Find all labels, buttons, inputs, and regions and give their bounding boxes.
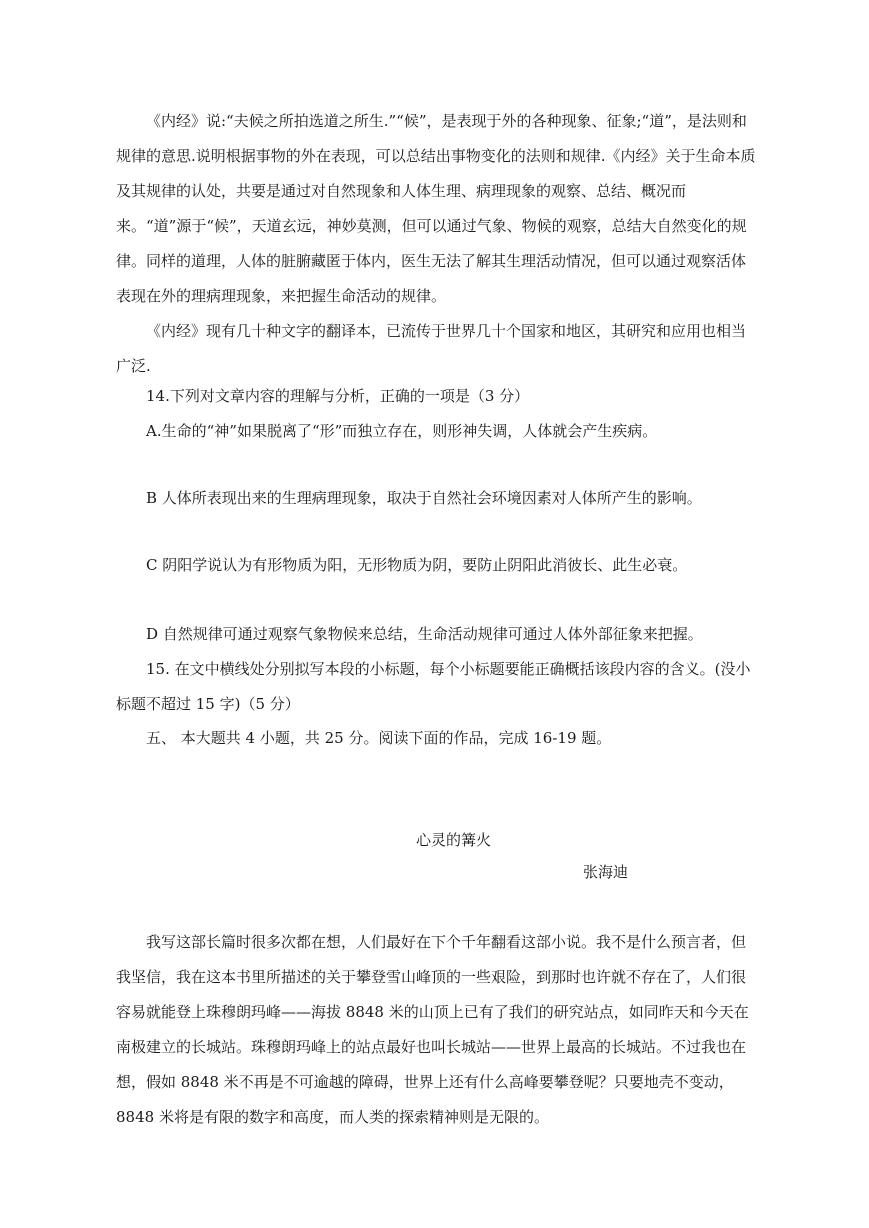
option-c: C 阴阳学说认为有形物质为阳，无形物质为阴，要防止阴阳此消彼长、此生必衰。 <box>146 556 688 574</box>
option-a: A.生命的“神”如果脱离了“形”而独立存在，则形神失调，人体就会产生疾病。 <box>146 422 658 440</box>
section-5-heading: 五、 本大题共 4 小题，共 25 分。阅读下面的作品，完成 16-19 题。 <box>146 729 612 747</box>
story-paragraph-1: 我写这部长篇时很多次都在想，人们最好在下个千年翻看这部小说。我不是什么预言者，但我坚信，我在这本书里所描述的关于攀登雪山峰顶的一些艰险，到那时也许就不存在了，人们很容易就能登上珠穆朗玛峰——海拔 8848 米的山顶上已有了我们的研究站点，如同昨天和今天在南极建立的长城站。珠穆朗玛峰上的站点最好也叫长城站——世界上最高的长城站。不过我也在想，假如 8848 米不再是不可逾越的障碍，世界上还有什么高峰要攀登呢？只要地壳不变动，8848 米将是有限的数字和高度，而人类的探索精神则是无限的。 <box>116 933 749 1126</box>
passage-paragraph-1: 《内经》说:“夫候之所拍选道之所生.”“候”，是表现于外的各种现象、征象;“道”，是法则和规律的意思.说明根据事物的外在表现，可以总结出事物变化的法则和规律.《内经》关于生命本质及其规律的认处，共要是通过对自然现象和人体生理、病理现象的观察、总结、概况而来。“道”源于“候”，天道玄远，神妙莫测，但可以通过气象、物候的观察，总结大自然变化的规律。同样的道理，人体的脏腑藏匿于体内，医生无法了解其生理活动情况，但可以通过观察活体表现在外的理病理现象，来把握生命活动的规律。 <box>116 112 756 305</box>
option-d: D 自然规律可通过观察气象物候来总结，生命活动规律可通过人体外部征象来把握。 <box>146 625 703 643</box>
passage-paragraph-2: 《内经》现有几十种文字的翻译本，已流传于世界几十个国家和地区，其研究和应用也相当广泛. <box>116 322 747 375</box>
story-title: 心灵的篝火 <box>416 831 492 849</box>
question-15: 15. 在文中横线处分别拟写本段的小标题，每个小标题要能正确概括该段内容的含义。(没小标题不超过 15 字)（5 分） <box>116 660 751 713</box>
option-b: B 人体所表现出来的生理病理现象，取决于自然社会环境因素对人体所产生的影响。 <box>146 489 702 507</box>
question-14: 14.下列对文章内容的理解与分析，正确的一项是（3 分） <box>146 387 530 405</box>
story-author: 张海迪 <box>583 863 629 881</box>
